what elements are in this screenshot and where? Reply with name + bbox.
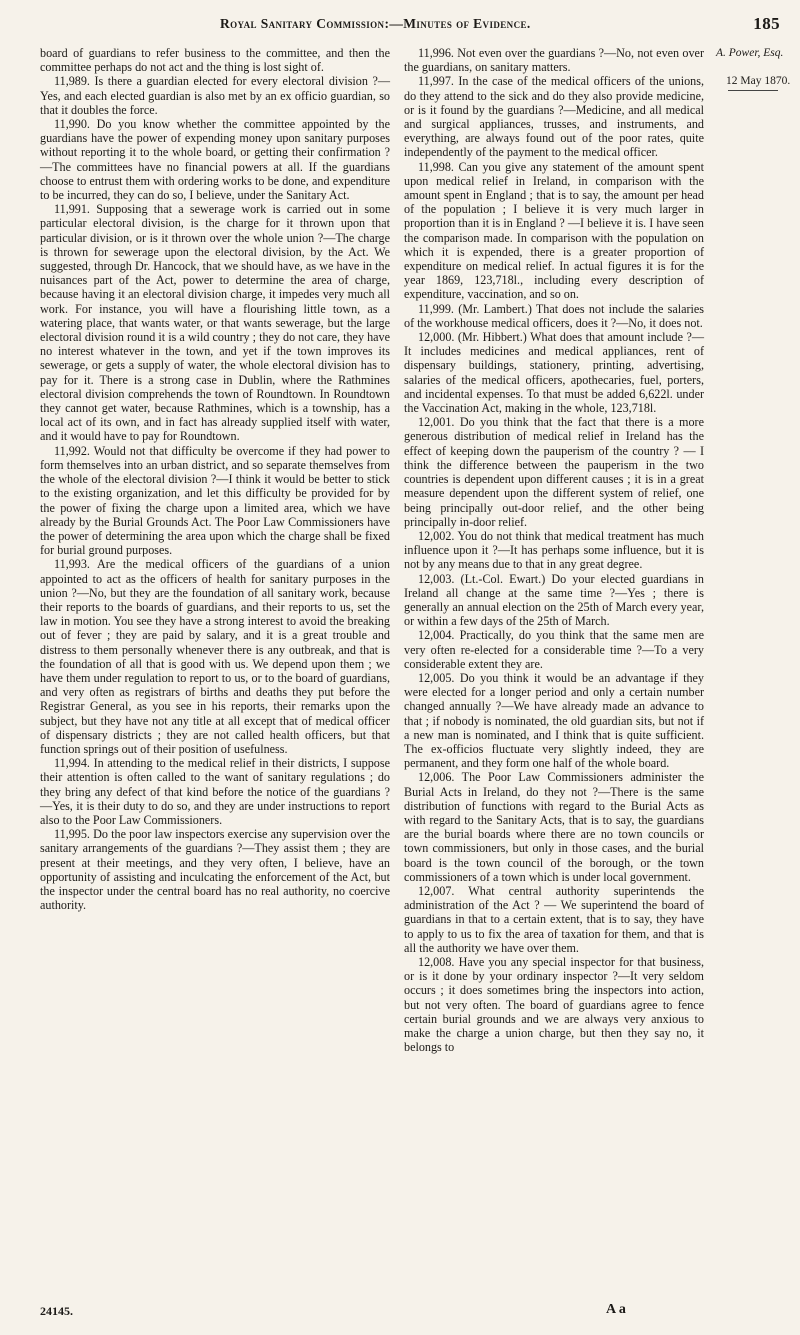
left-column bbox=[40, 46, 390, 912]
running-header bbox=[220, 14, 780, 36]
paragraph: 11,994. In attending to the medical relief in their districts, I suppose their attention is often called to the want of sanitary regulations ; do they bring any defect of that kind before the notice of the guardians ? —Yes, it is their duty to do so, and they are under instructions to report also to the Poor Law Commissioners. bbox=[40, 756, 390, 827]
paragraph: 11,997. In the case of the medical officers of the unions, do they attend to the sick and do they also provide medicine, or is it found by the guardians ?—Medicine, and all medical and surgical appliances, trusses, and instruments, and everything, are always found out of the poor rates, quite independently of the payment to the medical officer. bbox=[404, 74, 704, 160]
paragraph: board of guardians to refer business to the committee, and then the committee perhaps do not act and the thing is lost sight of. bbox=[40, 46, 390, 75]
paragraph: 12,003. (Lt.-Col. Ewart.) Do your elected guardians in Ireland all change at the same time ?—Yes ; there is generally an annual election on the 25th of March every year, or within a few days of the 25th of March. bbox=[404, 571, 704, 629]
paragraph: 12,001. Do you think that the fact that there is a more generous distribution of medical relief in Ireland has the effect of keeping down the pauperism of the country ? — I think the difference between the pauperism in the two countries is dependent upon different causes ; it is in a great measure dependent upon the different system of relief, one being principally out-door relief, and the other being principally in-door relief. bbox=[404, 415, 704, 529]
paragraph: 11,999. (Mr. Lambert.) That does not include the salaries of the workhouse medical officers, does it ?—No, it does not. bbox=[404, 301, 704, 330]
printer-signature: 24145. bbox=[40, 1304, 73, 1318]
paragraph: 11,996. Not even over the guardians ?—No, not even over the guardians, on sanitary matters. bbox=[404, 46, 704, 75]
paragraph: 11,995. Do the poor law inspectors exercise any supervision over the sanitary arrangements of the guardians ?—They assist them ; they are present at their meetings, and they very often, I believe, have an opportunity of assisting and inculcating the enforcement of the Act, but the inspector under the central board has no real authority, no coercive authority. bbox=[40, 827, 390, 913]
paragraph: 12,000. (Mr. Hibbert.) What does that amount include ?—It includes medicines and medical appliances, rent of dispensary buildings, stationery, printing, advertising, salaries of the medical officers, apothecaries, fuel, porters, and incidental expenses. To that must be added 6,622l. under the Vaccination Act, making in the whole, 123,718l. bbox=[404, 330, 704, 416]
paragraph: 11,989. Is there a guardian elected for every electoral division ?—Yes, and each elected guardian is also met by an ex officio guardian, so that it doubles the force. bbox=[40, 74, 390, 117]
paragraph: 12,007. What central authority superintends the administration of the Act ? — We superintend the board of guardians in that to a certain extent, that is to say, they have to apply to us to fix the area of taxation for them, and that is all the authority we have over them. bbox=[404, 883, 704, 955]
page-number: 185 bbox=[753, 14, 780, 33]
paragraph: 12,002. You do not think that medical treatment has much influence upon it ?—It has perhaps some influence, but it is not by any means due to that in any great degree. bbox=[404, 528, 704, 572]
signature-mark: A a bbox=[606, 1302, 626, 1317]
paragraph: 12,005. Do you think it would be an advantage if they were elected for a longer period and only a certain number changed annually ?—We have already made an advance to that ; if nobody is nominated, the old guardian sits, but not if a new man is nominated, and I think that is quite sufficient. The ex-officios fluctuate very slightly indeed, they are permanent, and they form one half of the whole board. bbox=[404, 670, 704, 771]
paragraph: 12,004. Practically, do you think that the same men are very often re-elected for a considerable time ?—To a very considerable extent they are. bbox=[404, 628, 704, 671]
divider bbox=[728, 90, 778, 91]
witness-name: A. Power, Esq. bbox=[716, 47, 784, 59]
paragraph: 11,991. Supposing that a sewerage work is carried out in some particular electoral division, is the charge for it thrown upon that particular division, or is it thrown over the whole union ?—The charge is thrown for sewerage upon the electoral division, by the Act. We suggested, through Dr. Hancock, that we should have, as we have in the nuisances part of the Act, power to determine the area of charge, because having it an electoral division charge, it impedes very much all work. For instance, you will have a flourishing little town, as a watering place, that wants water, or that wants sewerage, but the large electoral division round it is a wild country ; they do not care, they have no interest whatever in the town, and yet if the town improves its sewerage, or gets a supply of water, the whole electoral division has to pay for it. There is a strong case in Dublin, where the Rathmines electoral division comprehends the town of Roundtown. In Roundtown they cannot get water, because Rathmines, which is a township, has a local act of its own, and in fact has already supplied itself with water, and it would have to pay for Roundtown. bbox=[40, 202, 390, 444]
paragraph: 11,998. Can you give any statement of the amount spent upon medical relief in Ireland, in comparison with the amount spent in England ; that is to say, the amount per head of the population ; I believe it is very much larger in proportion than it is in England ? —I believe it is. I have seen the comparison made. In comparison with the population on which it is expended, there is a greater proportion of expenditure on medical relief. In actual figures it is for the year 1869, 123,718l., including every description of expenditure, vaccination, and so on. bbox=[404, 159, 704, 302]
page-title: Royal Sanitary Commission:—Minutes of Evidence. bbox=[220, 16, 531, 31]
paragraph: 11,992. Would not that difficulty be overcome if they had power to form themselves into an urban district, and so separate themselves from the whole of the electoral division ?—I think it would be better to stick to the existing organization, and let this difficulty be provided for by the power of fixing the charge upon a limited area, which we have already by the Burial Grounds Act. The Poor Law Commissioners have the power of determining the area upon which the charge shall be fixed for burial ground purposes. bbox=[40, 443, 390, 558]
margin-note bbox=[716, 46, 796, 91]
paragraph: 11,993. Are the medical officers of the guardians of a union appointed to act as the officers of health for sanitary purposes in the union ?—No, but they are the foundation of all sanitary work, because their reports to the boards of guardians, and their reports to us, set the law in motion. You see they have a strong interest to avoid the breaking out of fever ; they are paid by salary, and it is a great trouble and distress to them personally whenever there is any outbreak, and that is the foundation of all that is good with us. We depend upon them ; we have them under regulation to report to us, or to the board of guardians, and very often as registrars of births and deaths they put before the Registrar General, as you see in his reports, their remarks upon the subject, but they have not any title at all except that of medical officer of dispensary districts ; they are not called health officers, but that function springs out of their position of usefulness. bbox=[40, 557, 390, 756]
paragraph: 11,990. Do you know whether the committee appointed by the guardians have the power of expending money upon sanitary purposes without reporting it to the whole board, or getting their confirmation ?—The committees have no financial powers at all. If the guardians choose to entrust them with ordering works to be done, and expenditure to be incurred, they can do so, I believe, under the Sanitary Act. bbox=[40, 117, 390, 203]
right-column bbox=[404, 46, 704, 1054]
paragraph: 12,008. Have you any special inspector for that business, or is it done by your ordinary inspector ?—It very seldom occurs ; it does sometimes bring the inspectors into action, but not very often. The board of guardians agree to fence certain burial grounds and we are always very anxious to make the charge a union charge, but then they say no, it belongs to bbox=[404, 955, 704, 1055]
paragraph: 12,006. The Poor Law Commissioners administer the Burial Acts in Ireland, do they not ?—There is the same distribution of functions with regard to the Burial Acts as with regard to the Sanitary Acts, that is to say, the guardians are the burial boards where there are no town councils or town commissioners, but only in those cases, and the burial board is the town council of the borough, or the town commissioners of a town which is under local government. bbox=[404, 770, 704, 884]
evidence-date: 12 May 1870. bbox=[726, 75, 791, 87]
